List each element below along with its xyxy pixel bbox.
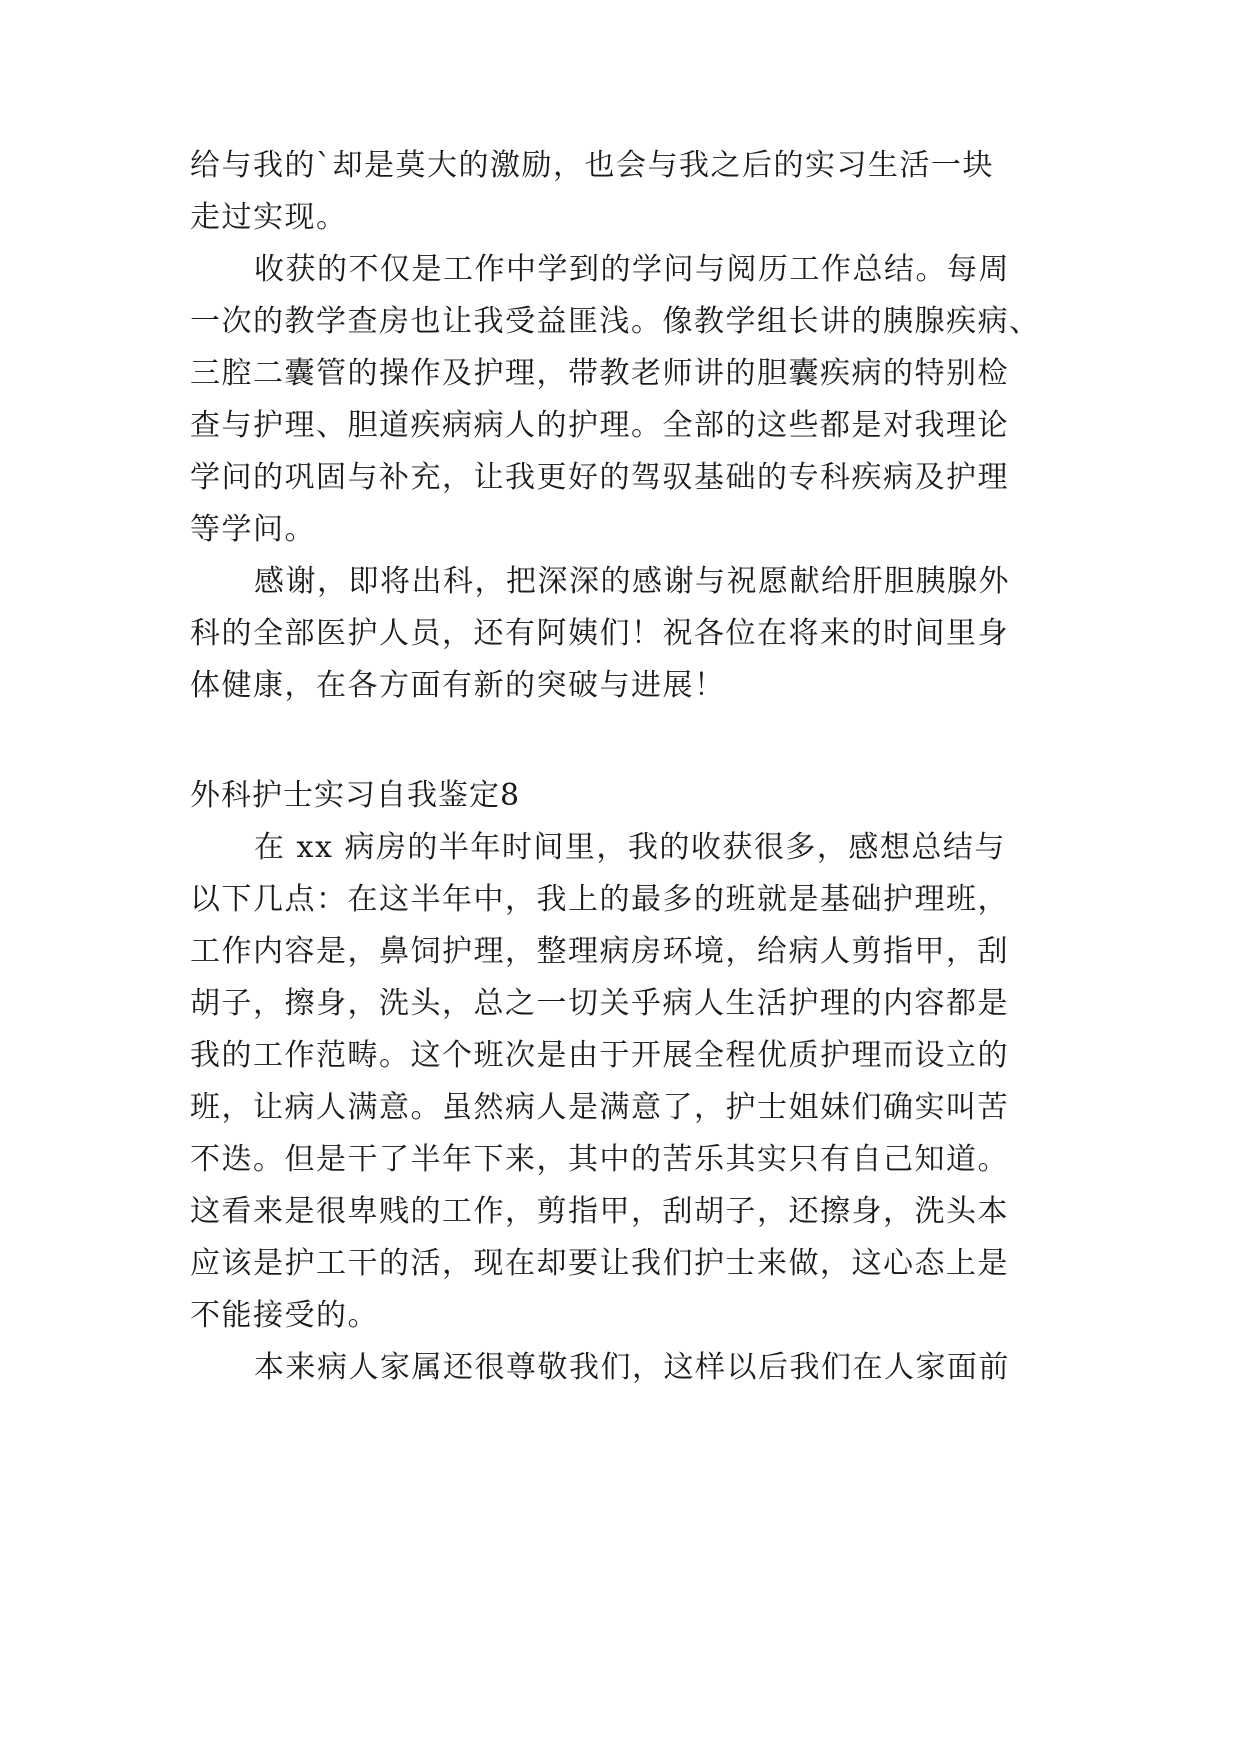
text-line: 工作内容是，鼻饲护理，整理病房环境，给病人剪指甲，刮 — [190, 934, 1009, 969]
text-line: 查与护理、胆道疾病病人的护理。全部的这些都是对我理论 — [190, 408, 1009, 443]
text-line: 走过实现。 — [190, 200, 348, 235]
text-line: 不迭。但是干了半年下来，其中的苦乐其实只有自己知道。 — [190, 1142, 1009, 1177]
text-line: 三腔二囊管的操作及护理，带教老师讲的胆囊疾病的特别检 — [190, 356, 1009, 391]
text-line: 收获的不仅是工作中学到的学问与阅历工作总结。每周 — [254, 252, 1010, 287]
text-line: 应该是护工干的活，现在却要让我们护士来做，这心态上是 — [190, 1246, 1009, 1281]
text-line: 一次的教学查房也让我受益匪浅。像教学组长讲的胰腺疾病、 — [190, 304, 1041, 339]
text-line: 以下几点：在这半年中，我上的最多的班就是基础护理班， — [190, 882, 1009, 917]
text-line: 不能接受的。 — [190, 1298, 379, 1333]
text-line: 感谢，即将出科，把深深的感谢与祝愿献给肝胆胰腺外 — [254, 564, 1010, 599]
text-line: 给与我的`却是莫大的激励，也会与我之后的实习生活一块 — [190, 148, 994, 183]
text-line: 科的全部医护人员，还有阿姨们！祝各位在将来的时间里身 — [190, 616, 1009, 651]
text-line: 学问的巩固与补充，让我更好的驾驭基础的专科疾病及护理 — [190, 460, 1009, 495]
text-line: 体健康，在各方面有新的突破与进展！ — [190, 668, 726, 703]
text-line: 胡子，擦身，洗头，总之一切关乎病人生活护理的内容都是 — [190, 986, 1009, 1021]
text-line: 等学问。 — [190, 512, 316, 547]
section-heading: 外科护士实习自我鉴定8 — [190, 778, 521, 813]
text-line: 这看来是很卑贱的工作，剪指甲，刮胡子，还擦身，洗头本 — [190, 1194, 1009, 1229]
text-line: 在 xx 病房的半年时间里，我的收获很多，感想总结与 — [254, 830, 1006, 865]
text-line: 班，让病人满意。虽然病人是满意了，护士姐妹们确实叫苦 — [190, 1090, 1009, 1125]
text-line: 我的工作范畴。这个班次是由于开展全程优质护理而设立的 — [190, 1038, 1009, 1073]
text-line: 本来病人家属还很尊敬我们，这样以后我们在人家面前 — [254, 1350, 1010, 1385]
